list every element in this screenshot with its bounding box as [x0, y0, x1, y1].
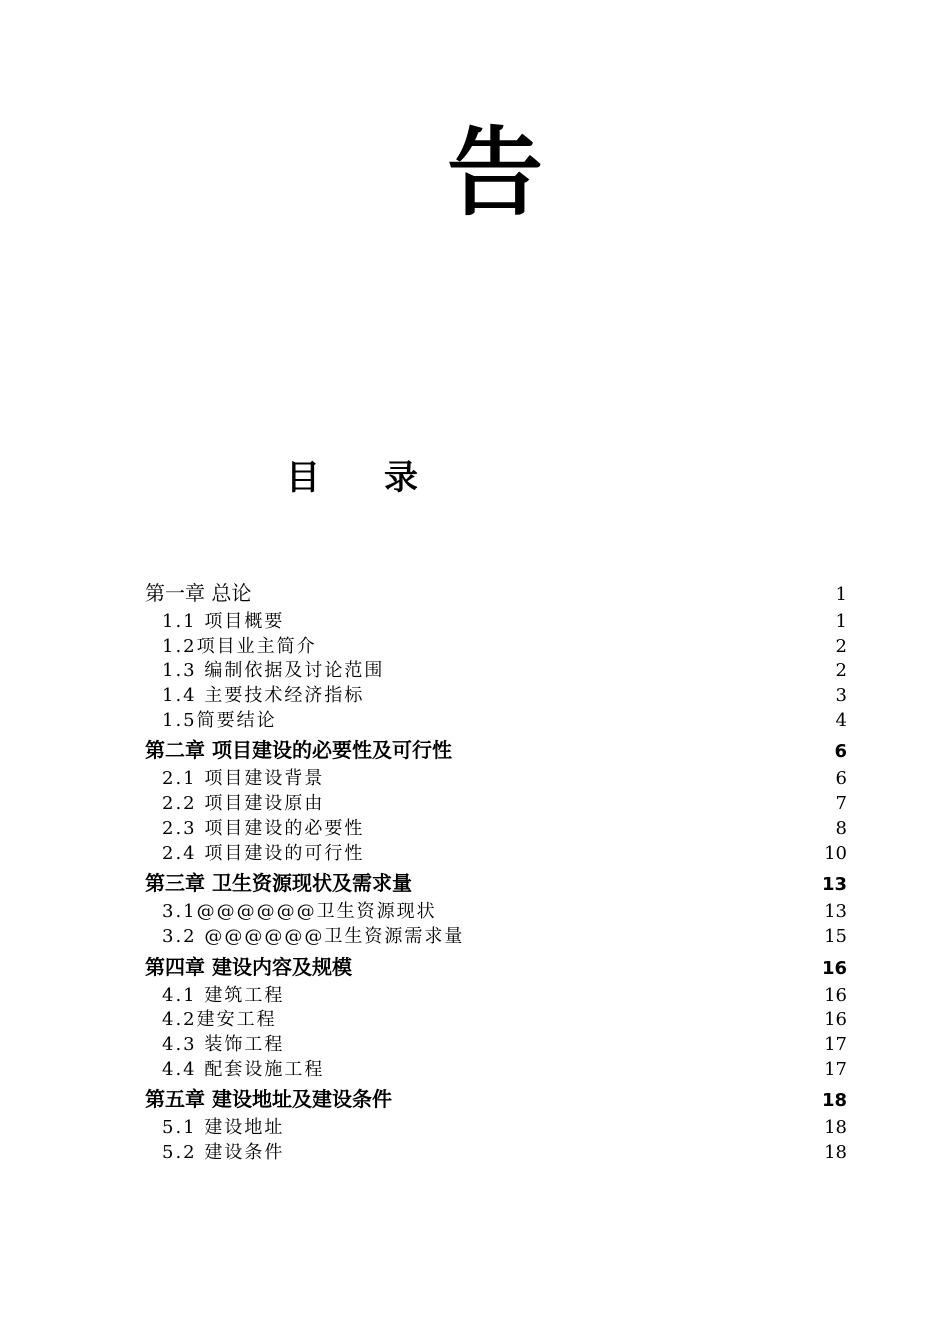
toc-entry-chapter-3[interactable]	[145, 866, 847, 900]
toc-entry-section-2-4[interactable]	[145, 842, 847, 867]
toc-entry-page: 17	[824, 1058, 847, 1080]
toc-entry-page: 18	[824, 1117, 847, 1139]
toc-entry-page: 4	[835, 709, 847, 731]
toc-heading	[286, 455, 418, 501]
toc-entry-page: 17	[824, 1033, 847, 1055]
toc-entry-label: 第二章 项目建设的必要性及可行性	[145, 738, 452, 763]
toc-entry-label: 第四章 建设内容及规模	[145, 954, 352, 979]
toc-entry-page: 6	[835, 768, 847, 790]
toc-entry-label: 5.2 建设条件	[162, 1142, 285, 1163]
toc-entry-section-4-4[interactable]	[145, 1058, 847, 1083]
toc-entry-page: 13	[824, 901, 847, 923]
toc-entry-page: 13	[821, 874, 847, 896]
table-of-contents	[145, 576, 847, 1166]
toc-entry-page: 6	[834, 741, 847, 763]
toc-entry-page: 1	[835, 611, 847, 632]
toc-entry-section-2-3[interactable]	[145, 817, 847, 842]
toc-entry-label: 第三章 卫生资源现状及需求量	[145, 871, 412, 896]
toc-entry-chapter-1[interactable]	[145, 576, 847, 610]
toc-entry-label: 1.3 编制依据及讨论范围	[162, 660, 385, 682]
toc-entry-page: 16	[824, 984, 847, 1006]
toc-entry-section-1-4[interactable]	[145, 684, 847, 709]
toc-entry-label: 4.4 配套设施工程	[162, 1058, 325, 1080]
toc-entry-chapter-5[interactable]	[145, 1082, 847, 1116]
toc-entry-chapter-2[interactable]	[145, 733, 847, 767]
toc-entry-label: 1.2项目业主简介	[162, 635, 317, 657]
toc-entry-section-4-2[interactable]	[145, 1008, 847, 1033]
toc-entry-label: 2.1 项目建设背景	[162, 768, 325, 790]
toc-entry-page: 15	[824, 925, 847, 947]
toc-entry-chapter-4[interactable]	[145, 950, 847, 984]
toc-entry-page: 2	[835, 660, 847, 682]
toc-entry-label: 2.2 项目建设原由	[162, 793, 325, 815]
toc-entry-label: 第五章 建设地址及建设条件	[145, 1087, 392, 1112]
toc-entry-page: 7	[835, 793, 847, 815]
cover-title-char: 告	[447, 117, 543, 229]
toc-entry-page: 16	[824, 1009, 847, 1031]
toc-entry-section-3-1[interactable]	[145, 900, 847, 925]
toc-entry-page: 3	[835, 685, 847, 707]
toc-entry-section-4-1[interactable]	[145, 984, 847, 1009]
toc-entry-section-1-1[interactable]	[145, 610, 847, 635]
toc-entry-section-2-1[interactable]	[145, 767, 847, 792]
toc-entry-label: 3.1@@@@@@卫生资源现状	[162, 901, 437, 923]
toc-entry-section-1-3[interactable]	[145, 659, 847, 684]
toc-entry-label: 4.3 装饰工程	[162, 1033, 285, 1055]
toc-entry-page: 18	[824, 1142, 847, 1163]
toc-entry-section-1-2[interactable]	[145, 635, 847, 660]
toc-entry-page: 16	[821, 957, 847, 979]
toc-entry-section-3-2[interactable]	[145, 925, 847, 950]
toc-entry-label: 4.1 建筑工程	[162, 984, 285, 1006]
toc-entry-page: 8	[835, 817, 847, 839]
toc-entry-label: 3.2 @@@@@@卫生资源需求量	[162, 925, 465, 947]
toc-entry-label: 2.4 项目建设的可行性	[162, 842, 365, 864]
toc-entry-page: 2	[835, 635, 847, 657]
toc-entry-section-2-2[interactable]	[145, 792, 847, 817]
toc-entry-page: 18	[821, 1090, 847, 1112]
toc-entry-label: 5.1 建设地址	[162, 1117, 285, 1139]
toc-entry-label: 第一章 总论	[145, 581, 252, 605]
toc-entry-page: 1	[835, 584, 847, 605]
toc-entry-section-4-3[interactable]	[145, 1033, 847, 1058]
toc-heading-char-2: 录	[384, 458, 418, 498]
toc-entry-section-5-1[interactable]	[145, 1116, 847, 1141]
toc-heading-char-1: 目	[286, 458, 320, 498]
toc-entry-label: 1.4 主要技术经济指标	[162, 685, 365, 707]
toc-entry-label: 4.2建安工程	[162, 1009, 277, 1031]
toc-entry-section-1-5[interactable]	[145, 709, 847, 734]
toc-entry-label: 1.1 项目概要	[162, 611, 285, 632]
toc-entry-section-5-2[interactable]	[145, 1141, 847, 1166]
toc-entry-label: 1.5简要结论	[162, 709, 277, 731]
toc-entry-page: 10	[824, 842, 847, 864]
toc-entry-label: 2.3 项目建设的必要性	[162, 817, 365, 839]
